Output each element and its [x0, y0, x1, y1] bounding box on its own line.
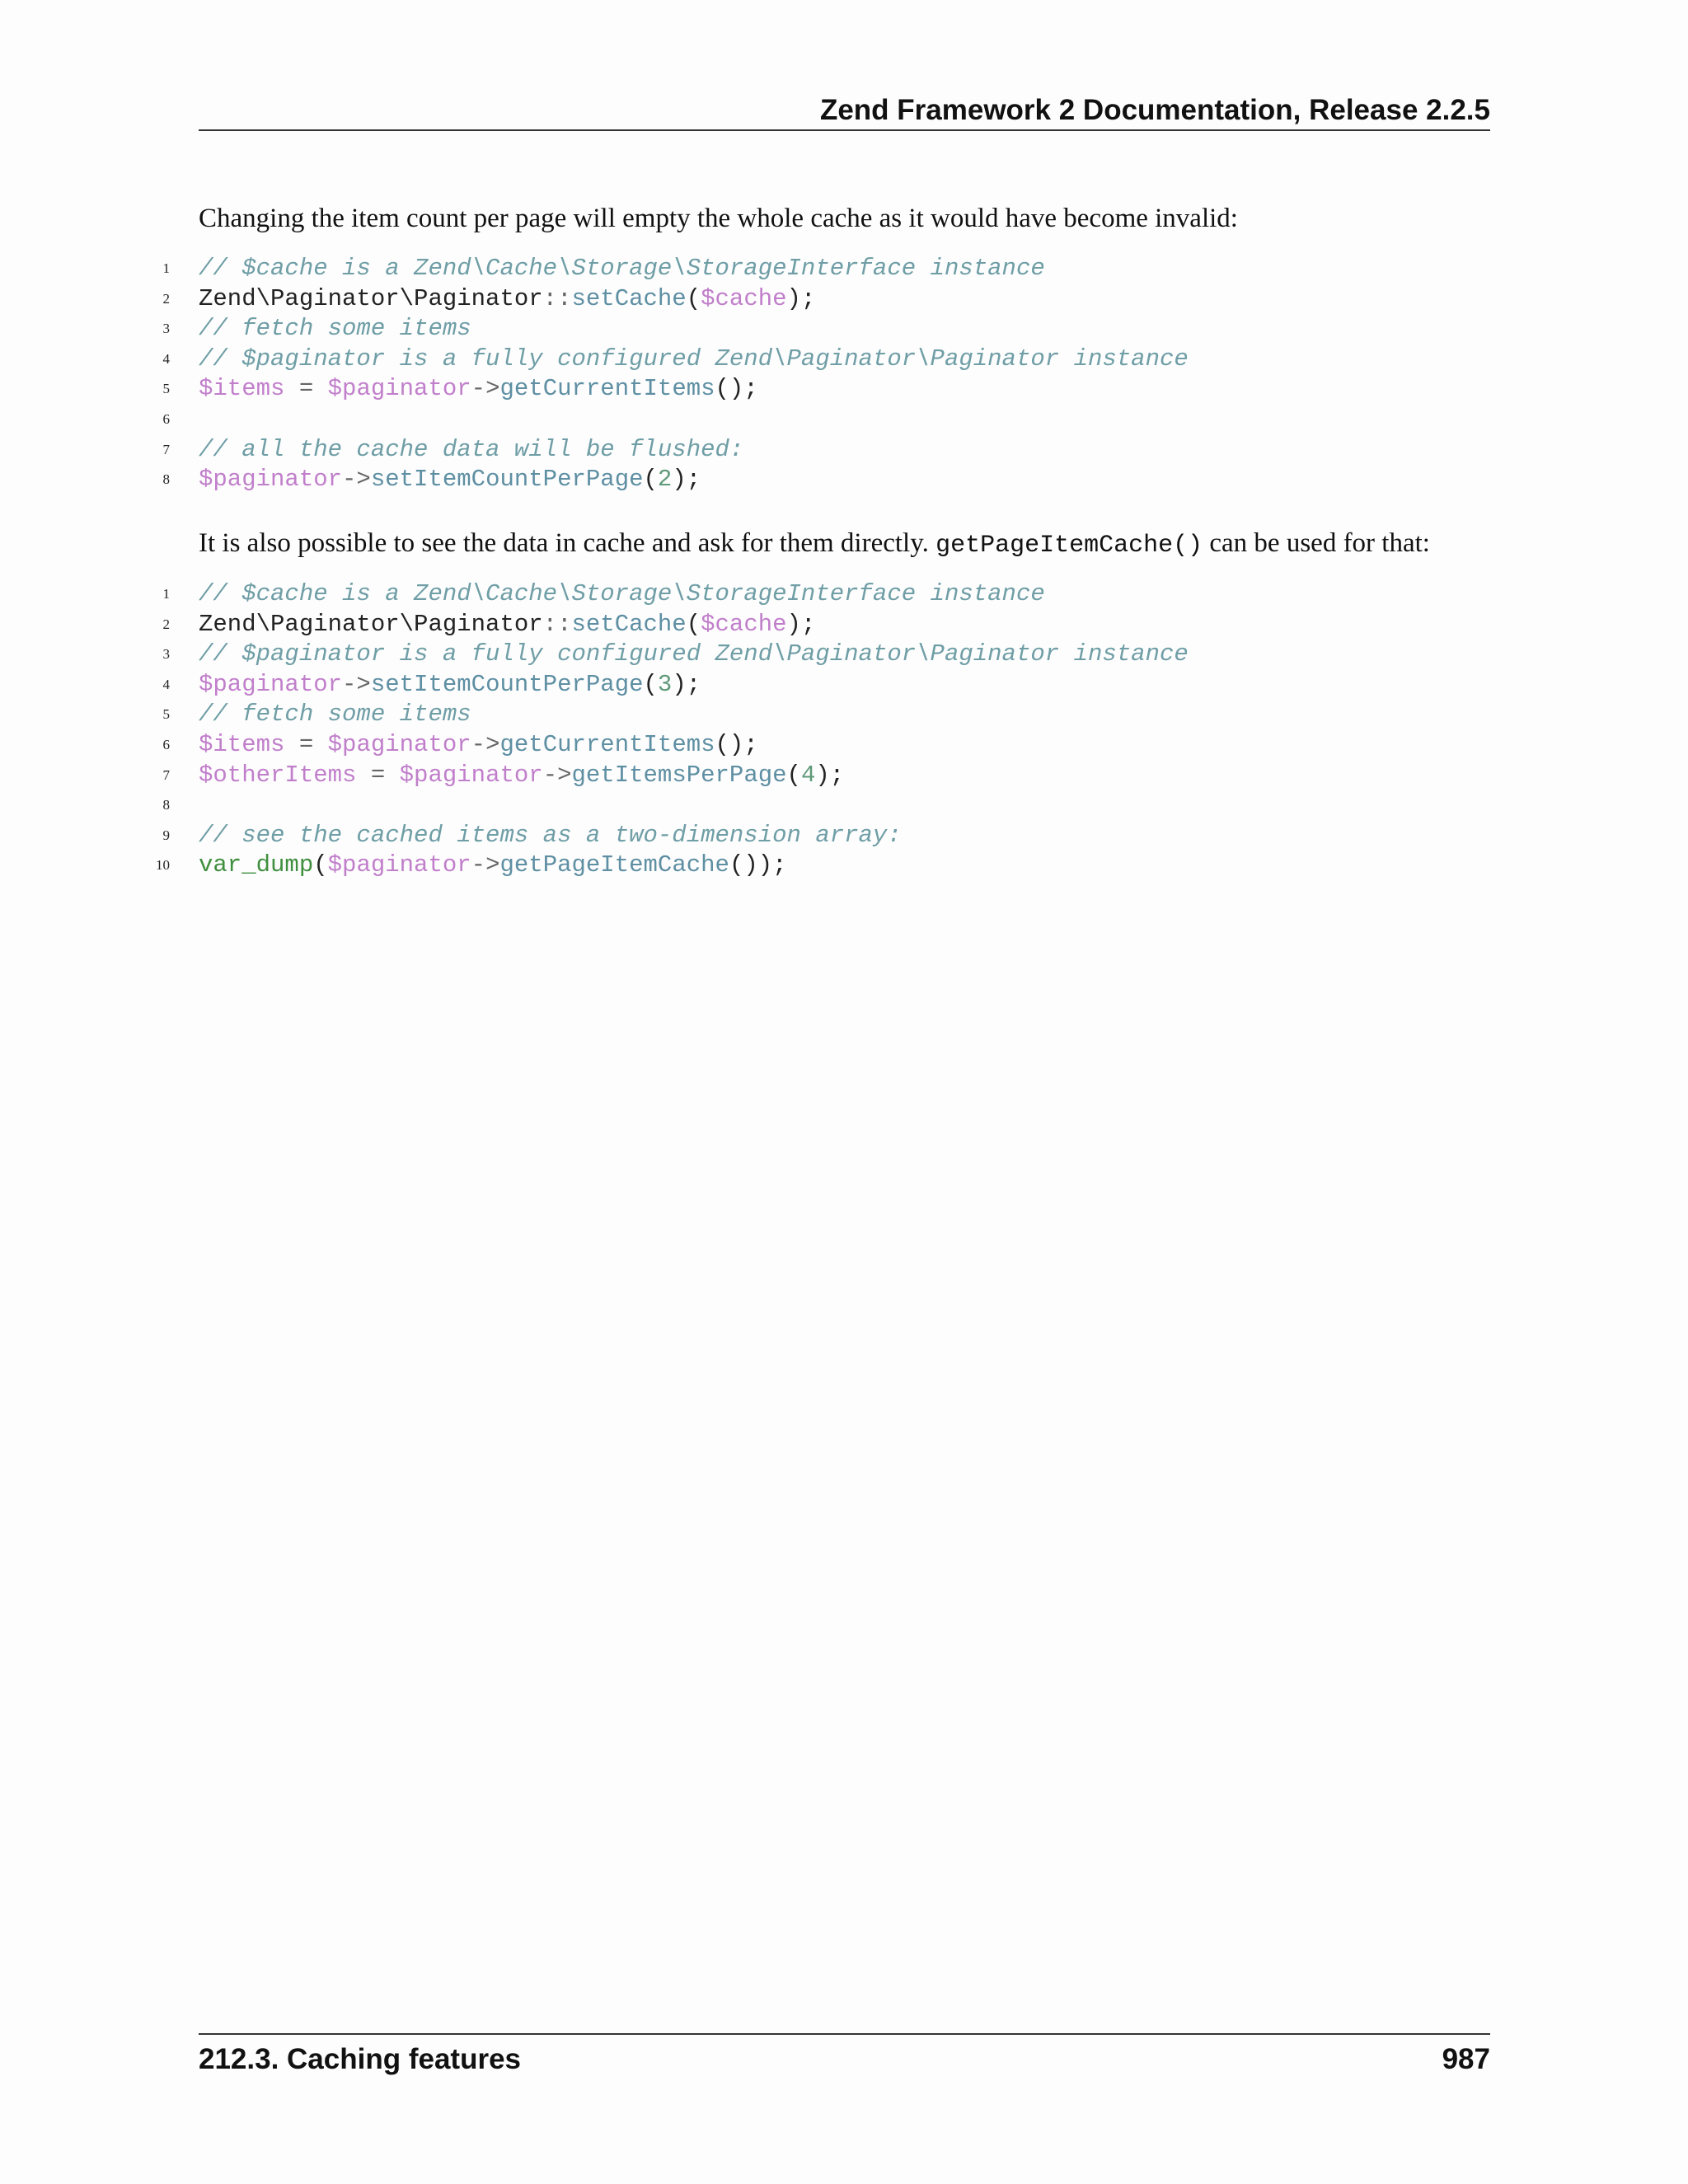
code-token: // fetch some items — [199, 315, 471, 343]
footer-section-title: 212.3. Caching features — [199, 2043, 521, 2075]
line-number: 4 — [162, 350, 170, 367]
code-line — [140, 640, 1492, 670]
code-line — [140, 579, 1492, 610]
code-token: -> — [342, 466, 371, 494]
code-line — [140, 821, 1492, 851]
code-token: $cache — [701, 610, 787, 638]
code-token: Zend\Paginator\Paginator — [199, 284, 543, 312]
line-number: 1 — [162, 260, 170, 276]
code-token: :: — [542, 610, 572, 638]
line-number: 3 — [162, 321, 170, 337]
line-number: 8 — [162, 797, 170, 813]
code-token: -> — [471, 375, 500, 403]
code-token: // see the cached items as a two-dimension array: — [199, 821, 902, 849]
code-text — [199, 761, 844, 791]
code-token: ( — [313, 851, 328, 879]
code-token: ); — [786, 610, 816, 638]
code-line — [140, 465, 1492, 495]
code-token: ( — [686, 284, 701, 312]
code-token: = — [356, 761, 400, 789]
line-number: 2 — [162, 290, 170, 307]
code-token: $items — [199, 730, 285, 758]
line-number: 4 — [162, 676, 170, 692]
code-token: :: — [542, 284, 572, 312]
code-token: (); — [715, 375, 758, 403]
code-token: $items — [199, 375, 285, 403]
code-token: Zend\Paginator\Paginator — [199, 610, 543, 638]
code-text — [199, 465, 701, 495]
code-token: ); — [672, 670, 701, 698]
code-token: var_dump — [199, 851, 314, 879]
code-text — [199, 610, 815, 640]
code-line — [140, 761, 1492, 791]
code-line — [140, 730, 1492, 761]
line-number: 8 — [162, 471, 170, 488]
code-token: ( — [786, 761, 801, 789]
code-line — [140, 405, 1492, 435]
line-number: 1 — [162, 586, 170, 602]
line-number: 5 — [162, 381, 170, 397]
line-number: 9 — [162, 827, 170, 843]
line-number: 2 — [162, 616, 170, 632]
code-token: // fetch some items — [199, 701, 471, 729]
line-number: 6 — [162, 410, 170, 427]
header-divider — [199, 129, 1490, 131]
code-text — [199, 700, 471, 730]
code-text — [199, 344, 1189, 375]
code-token: (); — [715, 730, 758, 758]
code-token: 3 — [657, 670, 673, 698]
code-line — [140, 344, 1492, 375]
code-token: // $cache is a Zend\Cache\Storage\StorageInterface instance — [199, 255, 1045, 282]
footer-divider — [199, 2033, 1490, 2035]
footer-page-number: 987 — [1442, 2043, 1490, 2075]
code-text — [199, 821, 902, 851]
code-token: ); — [672, 466, 701, 494]
code-text — [199, 640, 1189, 670]
code-text — [199, 374, 758, 405]
code-line — [140, 254, 1492, 284]
code-token: // all the cache data will be flushed: — [199, 435, 744, 463]
code-line — [140, 851, 1492, 881]
code-text — [199, 284, 815, 315]
code-token: = — [284, 730, 328, 758]
code-token: getPageItemCache — [499, 851, 729, 879]
code-token: $otherItems — [199, 761, 357, 789]
middle-text-before: It is also possible to see the data in cache and ask for them directly. — [199, 528, 929, 558]
code-token: $paginator — [399, 761, 543, 789]
code-token: = — [284, 375, 328, 403]
code-line — [140, 670, 1492, 701]
code-token: -> — [342, 670, 371, 698]
code-token: getCurrentItems — [499, 730, 715, 758]
middle-paragraph — [199, 525, 1490, 564]
code-line — [140, 700, 1492, 730]
page-header-title: Zend Framework 2 Documentation, Release 2.2.5 — [819, 94, 1490, 126]
code-token: getItemsPerPage — [571, 761, 787, 789]
code-line — [140, 610, 1492, 640]
code-token: 2 — [657, 466, 673, 494]
code-text — [199, 579, 1045, 610]
code-token: // $paginator is a fully configured Zend\Paginator\Paginator instance — [199, 640, 1189, 668]
code-token: -> — [471, 851, 500, 879]
code-token: 4 — [800, 761, 816, 789]
code-token: setItemCountPerPage — [370, 466, 644, 494]
code-token: $paginator — [327, 851, 471, 879]
code-block-1 — [140, 254, 1492, 495]
code-text — [199, 851, 787, 881]
line-number: 5 — [162, 706, 170, 723]
code-token: // $paginator is a fully configured Zend\Paginator\Paginator instance — [199, 344, 1189, 373]
code-token: -> — [471, 730, 500, 758]
code-text — [199, 435, 743, 466]
code-line — [140, 435, 1492, 466]
code-text — [199, 670, 701, 701]
code-token: $paginator — [327, 375, 471, 403]
code-block-2 — [140, 579, 1492, 881]
intro-paragraph: Changing the item count per page will empty the whole cache as it would have become invalid: — [199, 204, 1238, 233]
code-token: setCache — [571, 610, 687, 638]
code-text — [199, 254, 1045, 284]
line-number: 6 — [162, 736, 170, 752]
code-token: $paginator — [199, 466, 343, 494]
code-token: $paginator — [199, 670, 343, 698]
code-token: ); — [815, 761, 845, 789]
code-token: ); — [786, 284, 816, 312]
code-token: setItemCountPerPage — [370, 670, 644, 698]
code-text — [199, 730, 758, 761]
code-token: getCurrentItems — [499, 375, 715, 403]
code-token: ()); — [729, 851, 787, 879]
line-number: 3 — [162, 646, 170, 663]
code-line — [140, 374, 1492, 405]
line-number: 7 — [162, 766, 170, 783]
code-line — [140, 790, 1492, 821]
code-line — [140, 284, 1492, 315]
code-token: ( — [643, 466, 658, 494]
code-line — [140, 314, 1492, 344]
inline-code-getpageitemcache: getPageItemCache() — [935, 532, 1203, 560]
code-token: $paginator — [327, 730, 471, 758]
middle-text-after: can be used for that: — [1209, 528, 1430, 558]
code-token: ( — [643, 670, 658, 698]
line-number: 10 — [156, 857, 170, 874]
code-token: $cache — [701, 284, 787, 312]
line-number: 7 — [162, 441, 170, 457]
code-token: ( — [686, 610, 701, 638]
code-token: setCache — [571, 284, 687, 312]
code-token: -> — [542, 761, 572, 789]
code-token: // $cache is a Zend\Cache\Storage\StorageInterface instance — [199, 580, 1045, 607]
code-text — [199, 314, 471, 344]
